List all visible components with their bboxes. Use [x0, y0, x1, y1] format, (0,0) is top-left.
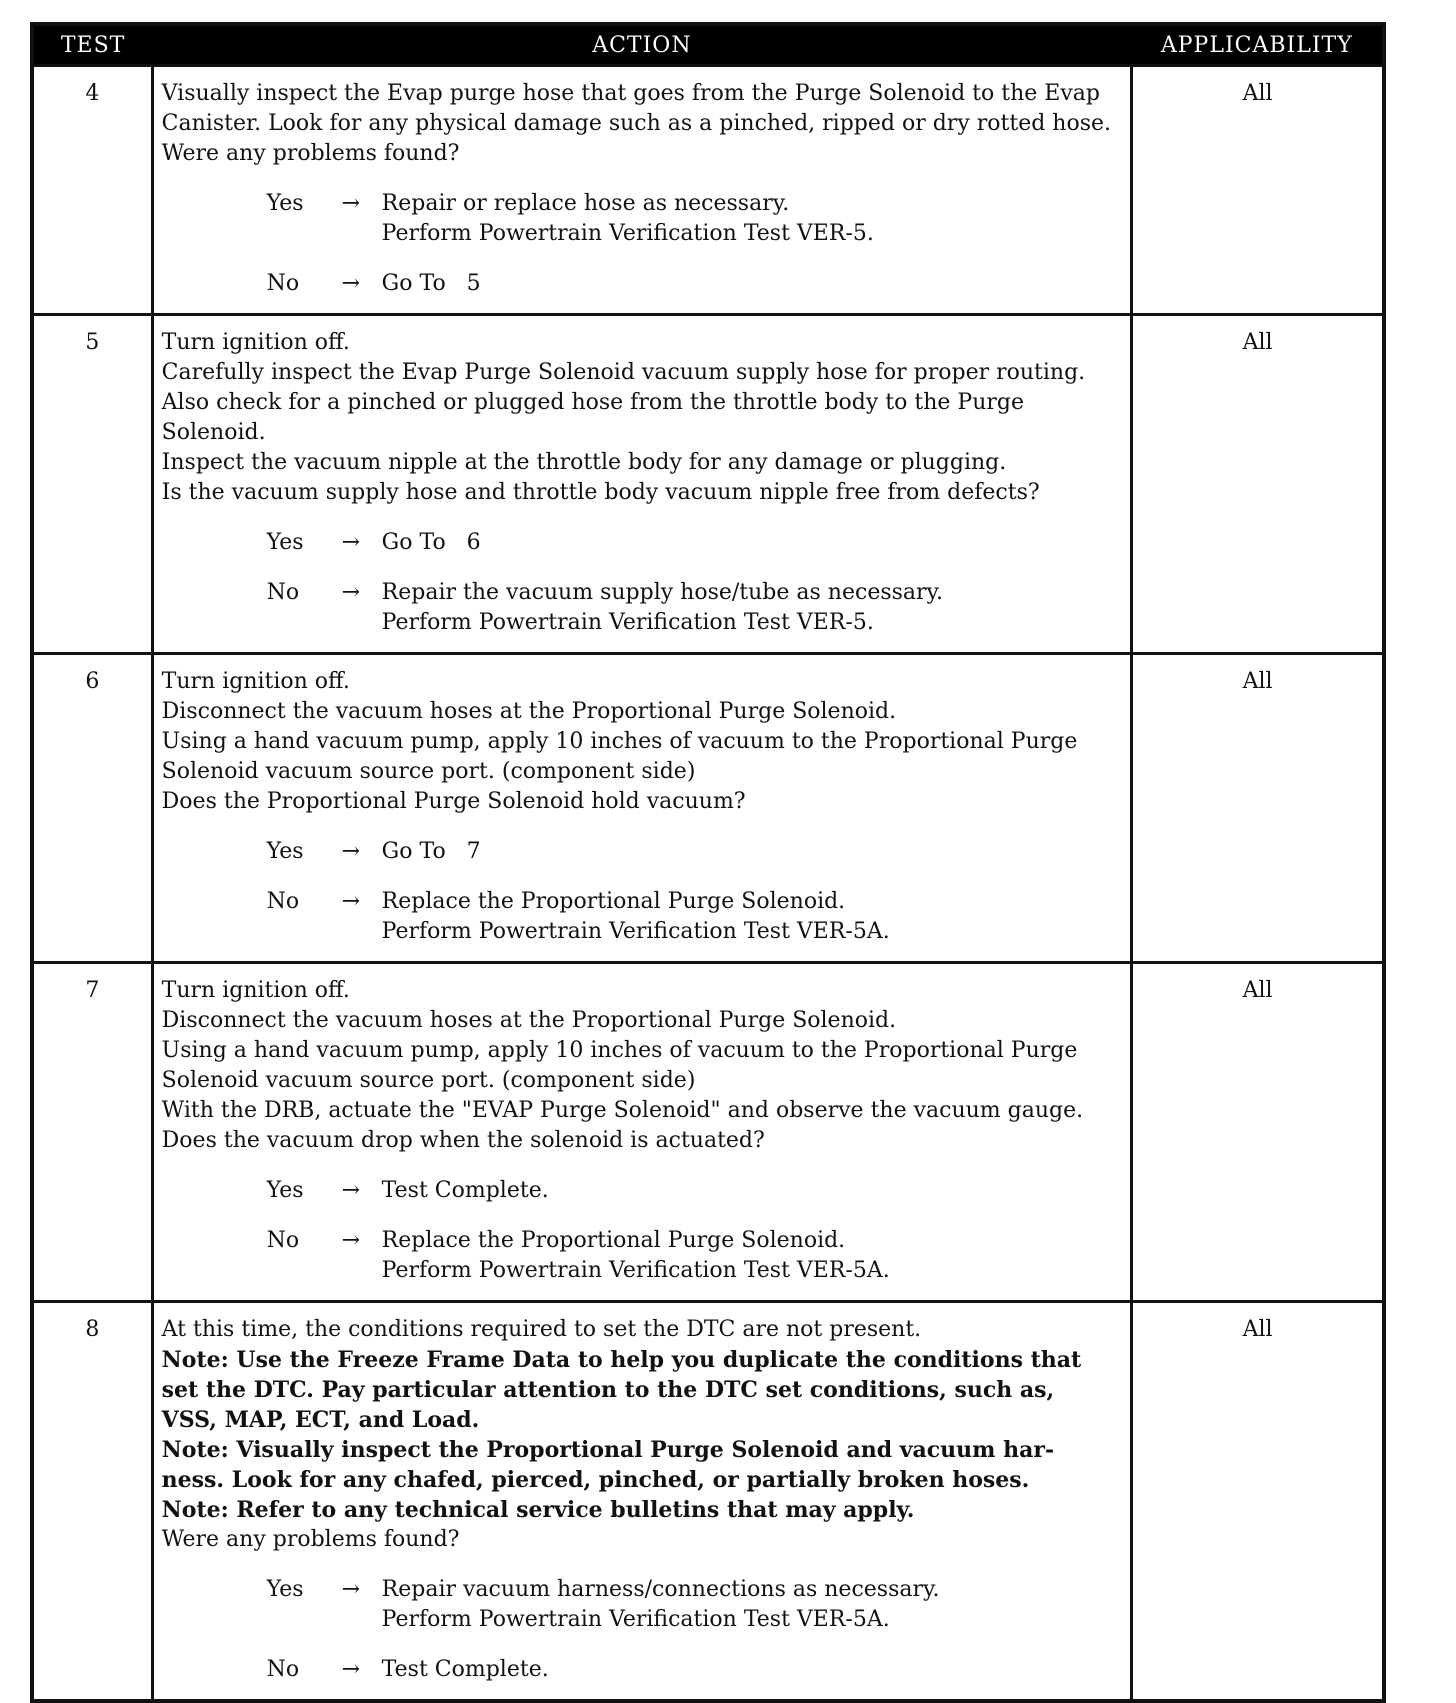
- test-number: 4: [32, 66, 152, 315]
- result-line: Test Complete.: [381, 1657, 549, 1682]
- arrow-icon: →: [341, 191, 361, 216]
- yes-result: [382, 837, 1122, 867]
- result-line: Perform Powertrain Verification Test VER-5.: [381, 610, 874, 635]
- table-row: [32, 315, 1384, 654]
- action-cell: [152, 1302, 1131, 1702]
- yes-label: Yes: [266, 191, 304, 216]
- action-cell: [152, 654, 1131, 963]
- result-line: Perform Powertrain Verification Test VER-5.: [381, 221, 874, 246]
- result-line: Repair or replace hose as necessary.: [381, 191, 790, 216]
- diagnostic-table: [30, 22, 1386, 1703]
- arrow-icon: →: [341, 530, 361, 555]
- header-action: ACTION: [152, 24, 1131, 66]
- header-test: TEST: [32, 24, 152, 66]
- yes-label: Yes: [266, 839, 304, 864]
- action-line: Also check for a pinched or plugged hose from the throttle body to the Purge Solenoid.: [161, 390, 1024, 445]
- action-line: Carefully inspect the Evap Purge Solenoid vacuum supply hose for proper routing.: [161, 360, 1086, 385]
- applicability: All: [1132, 315, 1384, 654]
- action-line: Turn ignition off.: [161, 669, 350, 694]
- result-line: Perform Powertrain Verification Test VER-5A.: [381, 1258, 890, 1283]
- yes-label: Yes: [266, 530, 304, 555]
- yes-result: [382, 1176, 1122, 1206]
- no-result: [382, 1655, 1122, 1685]
- yes-result: [382, 528, 1122, 558]
- table-row: [32, 1302, 1384, 1702]
- header-applicability: APPLICABILITY: [1132, 24, 1384, 66]
- note-line: ness. Look for any chafed, pierced, pinched, or partially broken hoses.: [161, 1467, 1030, 1493]
- result-line: Replace the Proportional Purge Solenoid.: [381, 889, 846, 914]
- yes-result: [382, 1575, 1122, 1635]
- note-line: VSS, MAP, ECT, and Load.: [161, 1407, 480, 1433]
- arrow-icon: →: [341, 1657, 361, 1682]
- note-line: Note: Use the Freeze Frame Data to help you duplicate the conditions that: [161, 1347, 1082, 1373]
- arrow-icon: →: [341, 580, 361, 605]
- no-result: [382, 887, 1122, 947]
- action-line: Solenoid vacuum source port. (component side): [161, 1068, 696, 1093]
- no-label: No: [266, 271, 300, 296]
- yes-branch: [162, 837, 1122, 867]
- no-branch: [162, 578, 1122, 638]
- action-line: Is the vacuum supply hose and throttle body vacuum nipple free from defects?: [161, 480, 1040, 505]
- result-line: Go To 5: [381, 271, 481, 296]
- arrow-icon: →: [341, 1577, 361, 1602]
- note-line: set the DTC. Pay particular attention to the DTC set conditions, such as,: [161, 1377, 1055, 1403]
- yes-branch: [162, 189, 1122, 249]
- action-line: Solenoid vacuum source port. (component side): [161, 759, 696, 784]
- action-line: With the DRB, actuate the "EVAP Purge Solenoid" and observe the vacuum gauge.: [161, 1098, 1084, 1123]
- yes-label: Yes: [266, 1178, 304, 1203]
- action-cell: [152, 315, 1131, 654]
- action-line: Turn ignition off.: [161, 978, 350, 1003]
- action-cell: [152, 963, 1131, 1302]
- yes-branch: [162, 528, 1122, 558]
- no-label: No: [266, 889, 300, 914]
- arrow-icon: →: [341, 1178, 361, 1203]
- arrow-icon: →: [341, 1228, 361, 1253]
- result-line: Replace the Proportional Purge Solenoid.: [381, 1228, 846, 1253]
- no-result: [382, 578, 1122, 638]
- arrow-icon: →: [341, 839, 361, 864]
- no-label: No: [266, 1228, 300, 1253]
- yes-branch: [162, 1176, 1122, 1206]
- result-line: Test Complete.: [381, 1178, 549, 1203]
- action-line: Turn ignition off.: [161, 330, 350, 355]
- action-line: Disconnect the vacuum hoses at the Proportional Purge Solenoid.: [161, 699, 897, 724]
- result-line: Perform Powertrain Verification Test VER-5A.: [381, 1607, 890, 1632]
- result-line: Go To 6: [381, 530, 481, 555]
- result-line: Go To 7: [381, 839, 481, 864]
- header-row: [32, 24, 1384, 66]
- yes-branch: [162, 1575, 1122, 1635]
- test-number: 6: [32, 654, 152, 963]
- action-line: Using a hand vacuum pump, apply 10 inches of vacuum to the Proportional Purge: [161, 1038, 1078, 1063]
- no-branch: [162, 1226, 1122, 1286]
- action-line: At this time, the conditions required to set the DTC are not present.: [161, 1317, 922, 1342]
- action-line: Canister. Look for any physical damage such as a pinched, ripped or dry rotted hose.: [161, 111, 1112, 136]
- yes-result: [382, 189, 1122, 249]
- action-line: Does the vacuum drop when the solenoid is actuated?: [161, 1128, 765, 1153]
- applicability: All: [1132, 963, 1384, 1302]
- action-cell: [152, 66, 1131, 315]
- action-line: Were any problems found?: [161, 1527, 460, 1552]
- no-branch: [162, 1655, 1122, 1685]
- action-line: Using a hand vacuum pump, apply 10 inches of vacuum to the Proportional Purge: [161, 729, 1078, 754]
- no-label: No: [266, 580, 300, 605]
- result-line: Repair vacuum harness/connections as necessary.: [381, 1577, 940, 1602]
- arrow-icon: →: [341, 271, 361, 296]
- yes-label: Yes: [266, 1577, 304, 1602]
- applicability: All: [1132, 654, 1384, 963]
- no-branch: [162, 269, 1122, 299]
- result-line: Repair the vacuum supply hose/tube as necessary.: [381, 580, 944, 605]
- note-line: Note: Visually inspect the Proportional Purge Solenoid and vacuum har-: [161, 1437, 1055, 1463]
- table-row: [32, 654, 1384, 963]
- action-line: Inspect the vacuum nipple at the throttle body for any damage or plugging.: [161, 450, 1007, 475]
- action-line: Were any problems found?: [161, 141, 460, 166]
- applicability: All: [1132, 1302, 1384, 1702]
- arrow-icon: →: [341, 889, 361, 914]
- no-branch: [162, 887, 1122, 947]
- test-number: 5: [32, 315, 152, 654]
- no-label: No: [266, 1657, 300, 1682]
- table-row: [32, 963, 1384, 1302]
- test-number: 8: [32, 1302, 152, 1702]
- note-line: Note: Refer to any technical service bulletins that may apply.: [161, 1497, 915, 1523]
- result-line: Perform Powertrain Verification Test VER-5A.: [381, 919, 890, 944]
- test-number: 7: [32, 963, 152, 1302]
- action-line: Visually inspect the Evap purge hose that goes from the Purge Solenoid to the Evap: [161, 81, 1100, 106]
- no-result: [382, 269, 1122, 299]
- action-line: Disconnect the vacuum hoses at the Proportional Purge Solenoid.: [161, 1008, 897, 1033]
- action-line: Does the Proportional Purge Solenoid hold vacuum?: [161, 789, 746, 814]
- table-row: [32, 66, 1384, 315]
- applicability: All: [1132, 66, 1384, 315]
- no-result: [382, 1226, 1122, 1286]
